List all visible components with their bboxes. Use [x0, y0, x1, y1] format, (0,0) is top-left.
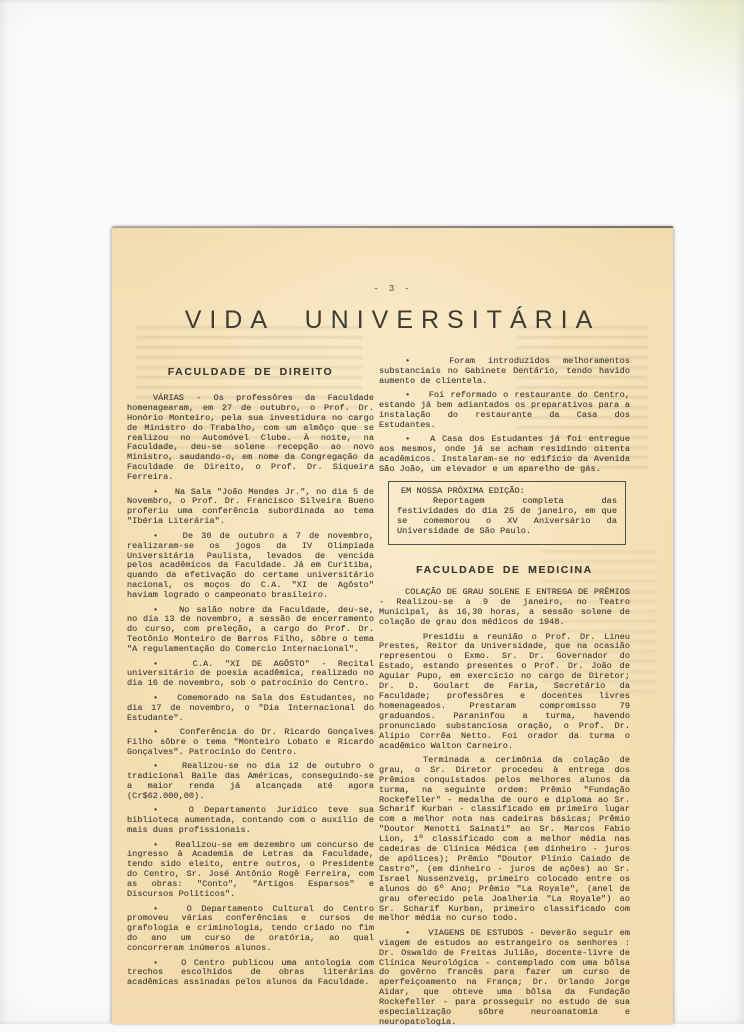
section-heading-medicina: FACULDADE DE MEDICINA — [416, 563, 593, 576]
paragraph-departamento-cultural: • O Departamento Cultural do Centro promoveu várias conferências e cursos de grafologia e criminologia, tendo criado no fim do ano um curso de oratória, ao qual concorreram inúmeros alunos. — [127, 903, 374, 954]
left-column — [127, 368, 374, 993]
next-edition-heading: EM NOSSA PRÓXIMA EDIÇÃO: — [401, 485, 525, 496]
page-title: VIDA UNIVERSITÁRIA — [184, 306, 601, 334]
paragraph-casa-estudantes: • A Casa dos Estudantes já foi entregue aos mesmos, onde já se acham residindo oitenta acadêmicos. Instalaram-se no edifício da Avenida São João, um elevador e um aparelho de gás. — [379, 434, 630, 475]
paragraph-antologia: • O Centro publicou uma antologia com trechos escolhidos de obras literárias acadêmicas assinadas pelos alunos da Faculdade. — [127, 957, 374, 988]
right-column — [379, 357, 630, 1032]
paragraph-viagens-estudos: • VIAGENS DE ESTUDOS - Deverão seguir em viagem de estudos ao estrangeiro os senhores : Dr. Oswaldo de Freitas Julião, docente-livre de Clínica Neurológica - contemplado com uma bôlsa do govêrno francês para fazer um curso de aperfeiçoamento na França; Dr. Orlando Jorge Aidar, que obteve uma bôlsa da Fundação Rockefeller - para prosseguir no estudo de sua especialização sôbre neuroanatomia e neuropatologia. — [379, 927, 630, 1027]
scanned-page — [112, 228, 673, 1027]
page-number: - 3 - — [373, 283, 412, 294]
paragraph-academia-letras: • Realizou-se em dezembro um concurso de ingresso à Academia de Letras da Faculdade, tendo sido eleito, entre outros, o Presidente do Centro, Sr. José Antônio Rogê Ferreira, com as obras: "Conto", "Artigos Esparsos" e Discursos Políticos". — [127, 839, 374, 900]
paragraph-colacao-grau: COLAÇÃO DE GRAU SOLENE E ENTREGA DE PRÊMIOS - Realizou-se a 9 de janeiro, no Teatro Municipal, às 16,30 horas, a sessão solene de colação de grau dos médicos de 1948. — [379, 587, 630, 628]
next-edition-body: Reportagem completa das festividades do dia 25 de janeiro, em que se comemorou o XV Aniversário da Universidade de São Paulo. — [397, 495, 617, 536]
paragraph-departamento-juridico: • O Departamento Jurídico teve sua biblioteca aumentada, contando com o auxílio de mais duas profissionais. — [127, 805, 374, 836]
section-heading-direito: FACULDADE DE DIREITO — [167, 366, 334, 378]
paragraph-baile-americas: • Realizou-se no dia 12 de outubro o tradicional Baile das Américas, conseguindo-se a maior renda já alcançada até agora (Cr$62.000,00). — [127, 761, 374, 801]
paragraph-olimpiada: • De 30 de outubro a 7 de novembro, realizaram-se os jogos da IV Olimpíada Universitária Paulista, levados de vencida pelos acadêmicos da Faculdade. Já em Curitiba, quando da efetivação do certame universitário nacional, os moços do C.A. "XI de Agôsto" haviam logrado o campeonato brasileiro. — [127, 530, 374, 601]
paragraph-recital: • C.A. "XI DE AGÔSTO" - Recital universitário de poesia acadêmica, realizado no dia 16 de novembro, sob o patrocínio do Centro. — [127, 658, 374, 689]
paragraph-restaurante: • Foi reformado o restaurante do Centro, estando já bem adiantados os preparativos para a instalação do restaurante da Casa dos Estudantes. — [379, 390, 630, 430]
corner-stain — [594, 0, 744, 110]
paragraph-gabinete-dentario: • Foram introduzidos melhoramentos substanciais no Gabinete Dentário, tendo havido aumento de clientela. — [379, 356, 630, 386]
paragraph-dia-internacional: • Comemorado na Sala dos Estudantes, no dia 17 de novembro, o "Dia Internacional do Estudante". — [127, 692, 374, 723]
paragraph-premios: Terminada a cerimônia da colação de grau, o Sr. Diretor procedeu à entrega dos Prêmios conquistados pelos melhores alunos da turma, na seguinte ordem: Prêmio "Fundação Rockefeller" - medalha de ouro e diploma ao Sr. Scharif Kurban - classificado em primeiro lugar com a melhor nota nas cadeiras básicas; Prêmio "Doutor Menotti Sainati" ao Sr. Marcos Fabio Lion, 1º classificado com a melhor média nas cadeiras de Clínica Médica (em dinheiro - juros de apólices); Prêmio "Doutor Plínio Caiado de Castro", (em dinheiro - juros de ações) ao Sr. Israel Nussenzveig, primeiro colocado entre os alunos do 6º Ano; Prêmio "La Royale", (anel de grau oferecido pela Joalheria "La Royale") ao Sr. Scharif Kurban, primeiro classificado com melhor média no curso todo. — [379, 754, 630, 924]
paragraph-sala-joao-mendes: • Na Sala "João Mendes Jr.", no dia 5 de Novembro, o Prof. Dr. Francisco Silveira Bueno proferiu uma conferência subordinada ao tema "Ibéria Literária". — [127, 486, 374, 527]
paragraph-varias: VÁRIAS - Os professôres da Faculdade homenagearam, em 27 de outubro, o Prof. Dr. Honório Monteiro, pela sua investidura no cargo de Ministro do Trabalho, com um almôço que se realizou no Automóvel Clube. À noite, na Faculdade, deu-se solene recepção ao novo Ministro, saudando-o, em nome da Congregação da Faculdade de Direito, o Prof. Dr. Siqueira Ferreira. — [127, 392, 374, 483]
paragraph-salao-nobre: • No salão nobre da Faculdade, deu-se, no dia 13 de novembro, a sessão de encerramento do curso, com preleção, a cargo do Prof. Dr. Teotônio Monteiro de Barros Filho, sôbre o tema "A regulamentação do Comercio Internacional". — [127, 604, 374, 655]
next-edition-box — [388, 481, 626, 545]
paragraph-presidiu: Presidiu a reunião o Prof. Dr. Lineu Prestes, Reitor da Universidade, que na ocasião representou o Exmo. Sr. Dr. Governador do Estado, estando presentes o Prof. Dr. João de Aguiar Pupo, em exercício no cargo de Diretor; Dr. D. Goulart de Faria, Secretário da Faculdade; professôres e docentes livres homenageados. Prestaram compromisso 79 graduandos. Paraninfou a turma, havendo pronunciado substanciosa oração, o Prof. Dr. Alípio Corrêa Netto. Foi orador da turma o acadêmico Walton Carneiro. — [379, 631, 630, 751]
paragraph-conferencia-goncalves: • Conferência do Dr. Ricardo Gonçalves Filho sôbre o tema "Monteiro Lobato e Ricardo Gonçalves". Patrocínio do Centro. — [127, 727, 374, 757]
